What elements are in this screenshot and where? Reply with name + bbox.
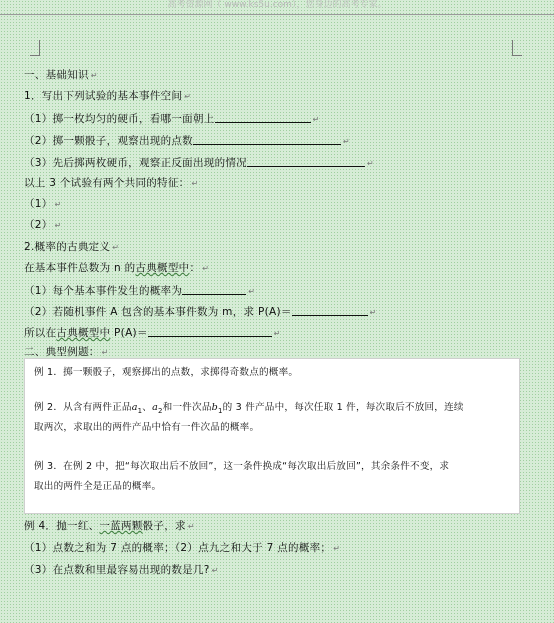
margin-corner-mark-left — [30, 40, 40, 56]
question-2-item-2: （2）若随机事件 A 包含的基本事件数为 m，求 P(A)＝ ↵ — [24, 306, 377, 318]
example-1: 例 1．掷一颗骰子，观察掷出的点数，求掷得奇数点的概率。 — [34, 367, 299, 378]
question-2-item-1: （1）每个基本事件发生的概率为 ↵ — [24, 285, 256, 297]
question-2-title: 2.概率的古典定义 ↵ — [24, 241, 120, 253]
answer-blank[interactable] — [247, 155, 365, 167]
feature-1: （1） ↵ — [24, 198, 62, 210]
example-3-line-1: 例 3．在例 2 中，把“每次取出后不放回”，这一条件换成“每次取出后放回”，其余条件不变，求 — [34, 461, 450, 472]
answer-blank[interactable] — [215, 111, 311, 123]
example-4-item-2: （3）在点数和里最容易出现的数是几? ↵ — [24, 564, 219, 576]
question-2-conclusion: 所以在古典概型中 P(A)＝ ↵ — [24, 327, 281, 339]
section-examples-title: 二、典型例题： ↵ — [24, 346, 109, 358]
example-4-title: 例 4．抛一红、一蓝两颗骰子，求 ↵ — [24, 520, 195, 532]
example-2-line-1: 例 2．从含有两件正品$a_1$、$a_2$和一件次品$b_1$的 3 件产品中，每次任取 1 件，每次取后不放回，连续 — [34, 402, 464, 415]
example-2-line-2: 取两次，求取出的两件产品中恰有一件次品的概率。 — [34, 422, 260, 433]
question-2-intro: 在基本事件总数为 n 的古典概型中： ↵ — [24, 262, 210, 274]
page-header — [0, 0, 554, 15]
answer-blank[interactable] — [292, 304, 368, 316]
answer-blank[interactable] — [182, 283, 246, 295]
question-1-item-1: （1）掷一枚均匀的硬币，看哪一面朝上 ↵ — [24, 113, 320, 125]
section-basic-knowledge-title: 一、基础知识 ↵ — [24, 69, 98, 81]
example-4-item-1: （1）点数之和为 7 点的概率；（2）点九之和大于 7 点的概率； ↵ — [24, 542, 341, 554]
example-3-line-2: 取出的两件全是正品的概率。 — [34, 481, 162, 492]
answer-blank[interactable] — [193, 133, 341, 145]
answer-blank[interactable] — [148, 325, 272, 337]
feature-2: （2） ↵ — [24, 219, 62, 231]
header-text: 高考资源网（ www.ks5u.com），您身边的高考专家。 — [167, 0, 387, 10]
question-1-title: 1．写出下列试验的基本事件空间 ↵ — [24, 90, 192, 102]
margin-corner-mark-right — [512, 40, 522, 56]
common-features-text: 以上 3 个试验有两个共同的特征： ↵ — [24, 177, 199, 189]
examples-box — [24, 358, 520, 514]
question-1-item-2: （2）掷一颗骰子，观察出现的点数 ↵ — [24, 135, 350, 147]
question-1-item-3: （3）先后掷两枚硬币，观察正反面出现的情况 ↵ — [24, 157, 374, 169]
